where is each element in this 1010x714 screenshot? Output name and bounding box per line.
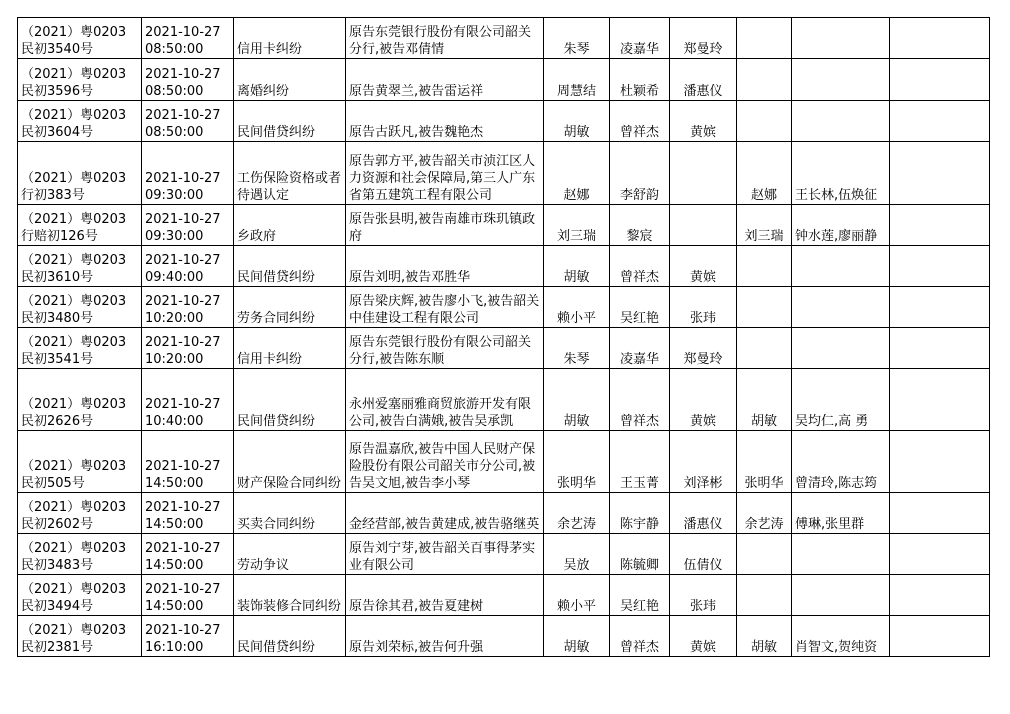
panel-member-2-cell: 张玮: [670, 575, 737, 616]
presiding-judge-cell: 赖小平: [544, 575, 610, 616]
presiding-judge-cell: 刘三瑞: [544, 205, 610, 246]
case-number-cell: （2021）粤0203 民初2626号: [18, 369, 142, 431]
blank-cell: [890, 18, 990, 59]
panel-member-1-cell: 曾祥杰: [610, 369, 670, 431]
case-number-cell: （2021）粤0203 行初383号: [18, 142, 142, 205]
panel-member-1-cell: 曾祥杰: [610, 616, 670, 657]
blank-cell: [890, 59, 990, 101]
parties-cell: 原告梁庆辉,被告廖小飞,被告韶关中佳建设工程有限公司: [346, 287, 544, 328]
case-cause-cell: 财产保险合同纠纷: [234, 431, 346, 493]
presiding-judge-cell: 周慧结: [544, 59, 610, 101]
presiding-judge-cell: 胡敏: [544, 369, 610, 431]
panel-member-1-cell: 黎宸: [610, 205, 670, 246]
panel-member-2-cell: 黄嫔: [670, 101, 737, 142]
parties-cell: 原告刘荣标,被告何升强: [346, 616, 544, 657]
hearing-time-cell: 2021-10-27 08:50:00: [142, 59, 234, 101]
clerk-cell: [792, 18, 890, 59]
presiding-judge-cell: 朱琴: [544, 18, 610, 59]
table-row: [18, 18, 990, 59]
panel-member-2-cell: 张玮: [670, 287, 737, 328]
presiding-judge-cell: 赵娜: [544, 142, 610, 205]
blank-cell: [890, 101, 990, 142]
panel-member-1-cell: 陈宇静: [610, 493, 670, 534]
case-cause-cell: 民间借贷纠纷: [234, 101, 346, 142]
presiding-judge-cell: 张明华: [544, 431, 610, 493]
panel-member-2-cell: 黄嫔: [670, 369, 737, 431]
case-cause-cell: 买卖合同纠纷: [234, 493, 346, 534]
clerk-cell: [792, 246, 890, 287]
clerk-cell: [792, 534, 890, 575]
panel-member-1-cell: 李舒韵: [610, 142, 670, 205]
extra-judge-cell: [737, 18, 792, 59]
table-row: [18, 287, 990, 328]
hearing-time-cell: 2021-10-27 14:50:00: [142, 431, 234, 493]
clerk-cell: [792, 287, 890, 328]
clerk-cell: 吴均仁,高 勇: [792, 369, 890, 431]
panel-member-2-cell: 潘惠仪: [670, 59, 737, 101]
presiding-judge-cell: 余艺涛: [544, 493, 610, 534]
table-row: [18, 616, 990, 657]
parties-cell: 原告刘宁芽,被告韶关百事得茅实业有限公司: [346, 534, 544, 575]
case-number-cell: （2021）粤0203 民初505号: [18, 431, 142, 493]
parties-cell: 金经营部,被告黄建成,被告骆继英: [346, 493, 544, 534]
panel-member-2-cell: [670, 205, 737, 246]
parties-cell: 原告张县明,被告南雄市珠玑镇政府: [346, 205, 544, 246]
blank-cell: [890, 431, 990, 493]
extra-judge-cell: [737, 101, 792, 142]
extra-judge-cell: [737, 328, 792, 369]
clerk-cell: [792, 101, 890, 142]
presiding-judge-cell: 胡敏: [544, 246, 610, 287]
parties-cell: 原告徐其君,被告夏建树: [346, 575, 544, 616]
panel-member-1-cell: 杜颖希: [610, 59, 670, 101]
clerk-cell: 傅琳,张里群: [792, 493, 890, 534]
table-row: [18, 431, 990, 493]
panel-member-2-cell: 潘惠仪: [670, 493, 737, 534]
presiding-judge-cell: 赖小平: [544, 287, 610, 328]
hearing-time-cell: 2021-10-27 09:30:00: [142, 205, 234, 246]
case-cause-cell: 乡政府: [234, 205, 346, 246]
table-row: [18, 369, 990, 431]
blank-cell: [890, 287, 990, 328]
parties-cell: 原告东莞银行股份有限公司韶关分行,被告邓倩情: [346, 18, 544, 59]
blank-cell: [890, 493, 990, 534]
case-number-cell: （2021）粤0203 民初2381号: [18, 616, 142, 657]
case-number-cell: （2021）粤0203 民初3541号: [18, 328, 142, 369]
extra-judge-cell: [737, 246, 792, 287]
extra-judge-cell: 胡敏: [737, 616, 792, 657]
hearing-time-cell: 2021-10-27 09:30:00: [142, 142, 234, 205]
blank-cell: [890, 616, 990, 657]
hearing-time-cell: 2021-10-27 10:20:00: [142, 287, 234, 328]
hearing-time-cell: 2021-10-27 16:10:00: [142, 616, 234, 657]
case-number-cell: （2021）粤0203 民初3480号: [18, 287, 142, 328]
case-cause-cell: 工伤保险资格或者待遇认定: [234, 142, 346, 205]
case-number-cell: （2021）粤0203 民初3483号: [18, 534, 142, 575]
panel-member-1-cell: 陈毓卿: [610, 534, 670, 575]
parties-cell: 永州爱塞丽雅商贸旅游开发有限公司,被告白满娥,被告吴承凯: [346, 369, 544, 431]
table-row: [18, 101, 990, 142]
clerk-cell: 王长林,伍焕征: [792, 142, 890, 205]
hearing-time-cell: 2021-10-27 10:20:00: [142, 328, 234, 369]
blank-cell: [890, 575, 990, 616]
hearing-time-cell: 2021-10-27 14:50:00: [142, 575, 234, 616]
case-number-cell: （2021）粤0203 民初3494号: [18, 575, 142, 616]
hearing-time-cell: 2021-10-27 08:50:00: [142, 18, 234, 59]
blank-cell: [890, 142, 990, 205]
extra-judge-cell: [737, 287, 792, 328]
blank-cell: [890, 246, 990, 287]
hearing-schedule-table: [17, 17, 990, 657]
table-row: [18, 493, 990, 534]
extra-judge-cell: [737, 534, 792, 575]
parties-cell: 原告郭方平,被告韶关市浈江区人力资源和社会保障局,第三人广东省第五建筑工程有限公司: [346, 142, 544, 205]
hearing-time-cell: 2021-10-27 08:50:00: [142, 101, 234, 142]
hearing-time-cell: 2021-10-27 10:40:00: [142, 369, 234, 431]
hearing-time-cell: 2021-10-27 14:50:00: [142, 493, 234, 534]
table-row: [18, 575, 990, 616]
parties-cell: 原告刘明,被告邓胜华: [346, 246, 544, 287]
blank-cell: [890, 205, 990, 246]
panel-member-1-cell: 吴红艳: [610, 287, 670, 328]
parties-cell: 原告黄翠兰,被告雷运祥: [346, 59, 544, 101]
case-number-cell: （2021）粤0203 民初3596号: [18, 59, 142, 101]
clerk-cell: [792, 328, 890, 369]
hearing-time-cell: 2021-10-27 09:40:00: [142, 246, 234, 287]
extra-judge-cell: [737, 575, 792, 616]
blank-cell: [890, 369, 990, 431]
case-number-cell: （2021）粤0203 民初3610号: [18, 246, 142, 287]
parties-cell: 原告东莞银行股份有限公司韶关分行,被告陈东顺: [346, 328, 544, 369]
clerk-cell: [792, 59, 890, 101]
case-number-cell: （2021）粤0203 民初3540号: [18, 18, 142, 59]
panel-member-1-cell: 王玉菁: [610, 431, 670, 493]
panel-member-2-cell: 黄嫔: [670, 616, 737, 657]
blank-cell: [890, 534, 990, 575]
table-row: [18, 328, 990, 369]
extra-judge-cell: 张明华: [737, 431, 792, 493]
case-cause-cell: 信用卡纠纷: [234, 328, 346, 369]
extra-judge-cell: 余艺涛: [737, 493, 792, 534]
case-cause-cell: 信用卡纠纷: [234, 18, 346, 59]
table-row: [18, 205, 990, 246]
presiding-judge-cell: 胡敏: [544, 101, 610, 142]
table-row: [18, 142, 990, 205]
case-cause-cell: 民间借贷纠纷: [234, 616, 346, 657]
hearing-time-cell: 2021-10-27 14:50:00: [142, 534, 234, 575]
presiding-judge-cell: 胡敏: [544, 616, 610, 657]
panel-member-2-cell: 郑曼玲: [670, 328, 737, 369]
panel-member-1-cell: 曾祥杰: [610, 246, 670, 287]
panel-member-2-cell: 伍倩仪: [670, 534, 737, 575]
panel-member-2-cell: 黄嫔: [670, 246, 737, 287]
clerk-cell: 曾清玲,陈志筠: [792, 431, 890, 493]
table-row: [18, 246, 990, 287]
case-cause-cell: 民间借贷纠纷: [234, 246, 346, 287]
clerk-cell: 肖智文,贺纯资: [792, 616, 890, 657]
parties-cell: 原告温嘉欣,被告中国人民财产保险股份有限公司韶关市分公司,被告吴文旭,被告李小琴: [346, 431, 544, 493]
panel-member-1-cell: 吴红艳: [610, 575, 670, 616]
panel-member-2-cell: 郑曼玲: [670, 18, 737, 59]
case-cause-cell: 劳动争议: [234, 534, 346, 575]
presiding-judge-cell: 朱琴: [544, 328, 610, 369]
presiding-judge-cell: 吴放: [544, 534, 610, 575]
case-number-cell: （2021）粤0203 民初3604号: [18, 101, 142, 142]
case-cause-cell: 劳务合同纠纷: [234, 287, 346, 328]
extra-judge-cell: 胡敏: [737, 369, 792, 431]
case-number-cell: （2021）粤0203 行赔初126号: [18, 205, 142, 246]
case-number-cell: （2021）粤0203 民初2602号: [18, 493, 142, 534]
parties-cell: 原告古跃凡,被告魏艳杰: [346, 101, 544, 142]
table-row: [18, 534, 990, 575]
table-row: [18, 59, 990, 101]
extra-judge-cell: 赵娜: [737, 142, 792, 205]
extra-judge-cell: 刘三瑞: [737, 205, 792, 246]
panel-member-1-cell: 凌嘉华: [610, 18, 670, 59]
panel-member-1-cell: 凌嘉华: [610, 328, 670, 369]
panel-member-2-cell: 刘泽彬: [670, 431, 737, 493]
clerk-cell: [792, 575, 890, 616]
blank-cell: [890, 328, 990, 369]
panel-member-2-cell: [670, 142, 737, 205]
panel-member-1-cell: 曾祥杰: [610, 101, 670, 142]
case-cause-cell: 离婚纠纷: [234, 59, 346, 101]
case-cause-cell: 民间借贷纠纷: [234, 369, 346, 431]
case-cause-cell: 装饰装修合同纠纷: [234, 575, 346, 616]
extra-judge-cell: [737, 59, 792, 101]
clerk-cell: 钟水莲,廖丽静: [792, 205, 890, 246]
